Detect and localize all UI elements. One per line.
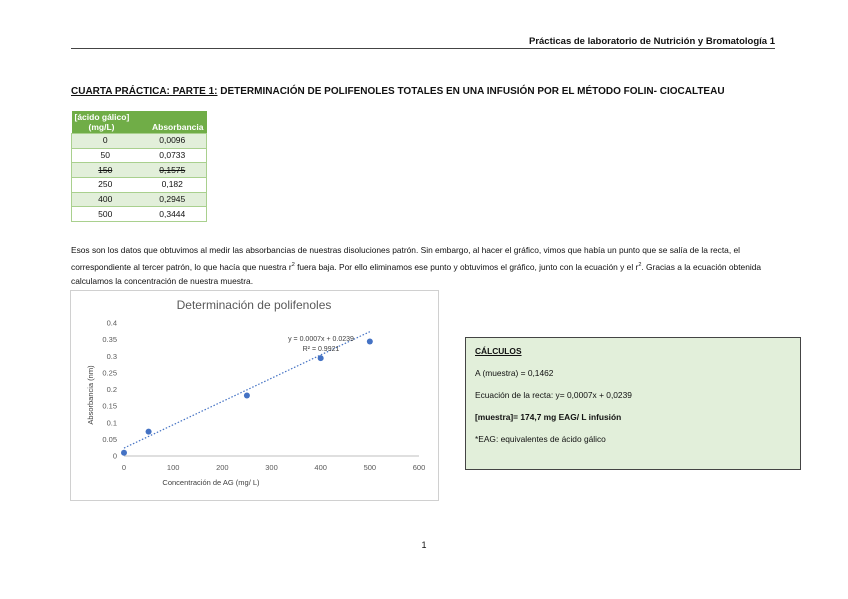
y-tick-label: 0 <box>112 451 117 461</box>
table-row <box>72 192 207 207</box>
header-text: Prácticas de laboratorio de Nutrición y Bromatología 1 <box>528 36 775 47</box>
cell-absorbance: 0,3444 <box>139 207 207 222</box>
table-row <box>72 134 207 149</box>
cell-absorbance: 0,0096 <box>139 134 207 149</box>
title-rest: DETERMINACIÓN DE POLIFENOLES TOTALES EN UNA INFUSIÓN POR EL MÉTODO FOLIN- CIOCALTEAU <box>217 86 725 97</box>
y-tick-label: 0.4 <box>106 318 117 328</box>
data-point <box>367 338 373 344</box>
section-title <box>71 86 791 97</box>
page-header <box>71 38 775 49</box>
cell-concentration: 500 <box>72 207 139 222</box>
chart-title: Determinación de polifenoles <box>176 298 332 312</box>
y-axis-label: Absorbancia (nm) <box>86 365 95 425</box>
paragraph-part3: . Gracias a la ecuación obtenida calculamos la concentración de nuestra muestra. <box>71 261 762 286</box>
header-concentration <box>72 111 139 134</box>
table-header-row <box>72 111 207 134</box>
x-tick-label: 600 <box>412 463 426 472</box>
header-concentration-line2: (mg/L) <box>88 122 115 132</box>
data-point <box>121 450 127 456</box>
superscript-2: 2 <box>638 261 642 268</box>
table-row <box>72 148 207 163</box>
header-concentration-line1: [ácido gálico] <box>74 112 130 122</box>
table-row <box>72 178 207 193</box>
calc-line-equation: Ecuación de la recta: y= 0,0007x + 0,0239 <box>475 390 632 400</box>
page-number: 1 <box>421 540 427 550</box>
points-layer <box>121 338 373 455</box>
axes-layer <box>102 319 425 473</box>
calc-line-absorbance: A (muestra) = 0,1462 <box>475 368 554 378</box>
cell-absorbance: 0,182 <box>139 178 207 193</box>
y-tick-label: 0.05 <box>102 434 117 444</box>
chart-container <box>70 290 439 501</box>
calculations-box <box>465 337 801 470</box>
y-tick-label: 0.25 <box>102 368 117 378</box>
paragraph-part1: Esos son los datos que obtuvimos al medir las absorbancias de nuestras disoluciones patrón. Sin embargo, al hacer el gráfico, vimos que había un punto que se salía de la recta, el correspondiente al tercer patrón, lo que hacía que nuestra r <box>71 245 740 272</box>
x-tick-label: 100 <box>166 463 180 472</box>
title-prefix: CUARTA PRÁCTICA: PARTE 1: <box>71 86 218 97</box>
data-point <box>244 392 250 398</box>
cell-absorbance: 0,2945 <box>139 192 207 207</box>
cell-concentration: 0 <box>72 134 139 149</box>
calc-result-value: 174,7 mg EAG/ L infusión <box>520 412 622 422</box>
y-tick-label: 0.1 <box>106 418 117 428</box>
calc-line-note: *EAG: equivalentes de ácido gálico <box>475 434 606 444</box>
cell-concentration: 250 <box>72 178 139 193</box>
x-tick-label: 300 <box>265 463 278 472</box>
calc-line-result <box>475 412 621 422</box>
cell-absorbance: 0,1575 <box>139 163 207 178</box>
cell-concentration: 150 <box>72 163 139 178</box>
y-tick-label: 0.15 <box>102 401 117 411</box>
r2-label: R² = 0.9921 <box>302 346 340 353</box>
cell-absorbance: 0,0733 <box>139 148 207 163</box>
calc-result-prefix: [muestra]= <box>475 412 521 422</box>
header-absorbance: Absorbancia <box>139 111 207 134</box>
x-tick-label: 200 <box>216 463 229 472</box>
x-axis-label: Concentración de AG (mg/ L) <box>162 478 260 487</box>
y-tick-label: 0.35 <box>102 335 117 345</box>
data-point <box>318 355 324 361</box>
standards-table <box>71 111 207 222</box>
cell-concentration: 400 <box>72 192 139 207</box>
cell-concentration: 50 <box>72 148 139 163</box>
table-row-struck <box>72 163 207 178</box>
y-tick-label: 0.2 <box>106 385 117 394</box>
body-paragraph <box>71 243 786 288</box>
x-tick-label: 400 <box>314 463 327 472</box>
polyphenol-chart <box>71 291 438 500</box>
paragraph-part2: fuera baja. Por ello eliminamos ese punto y obtuvimos el gráfico, junto con la ecuación y el r <box>294 261 639 272</box>
data-point <box>146 429 152 435</box>
equation-label: y = 0.0007x + 0.0239 <box>288 336 354 343</box>
x-tick-label: 500 <box>363 463 377 472</box>
y-tick-label: 0.3 <box>106 351 117 361</box>
x-tick-label: 0 <box>121 463 127 472</box>
superscript-1: 2 <box>291 261 295 268</box>
table-row <box>72 207 207 222</box>
calc-heading: CÁLCULOS <box>475 346 522 356</box>
